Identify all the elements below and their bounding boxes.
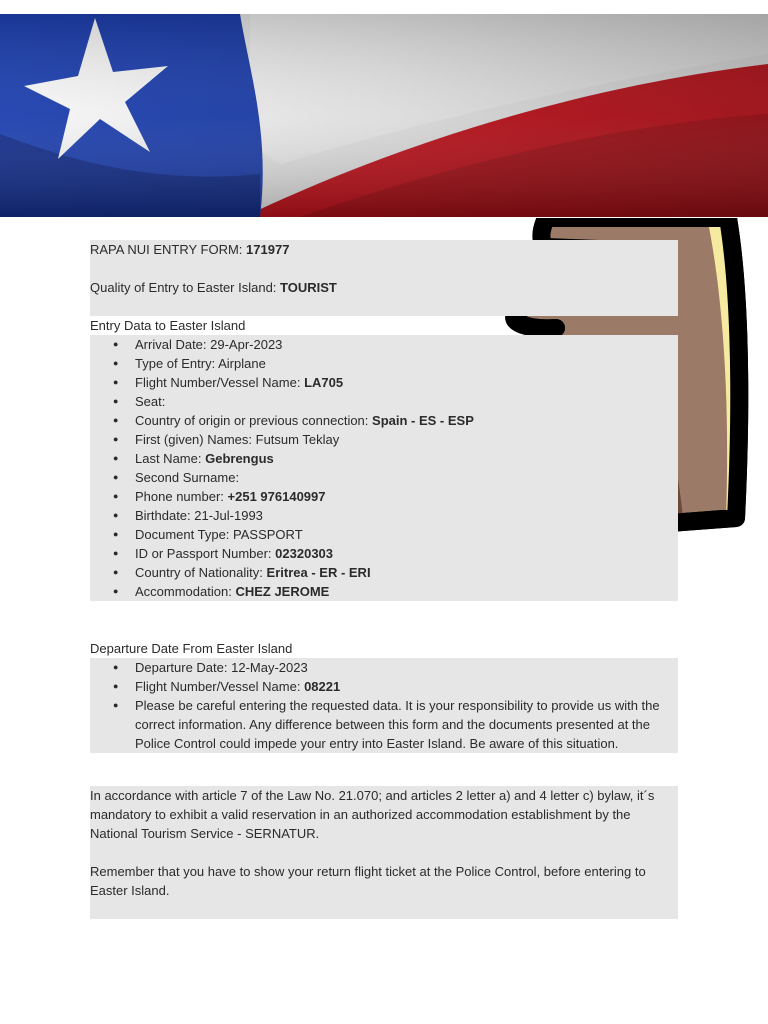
item-label: Document Type: PASSPORT (135, 527, 303, 542)
item-label: Please be careful entering the requested data. It is your responsibility to provide us with the correct information. Any difference between this form and the documents presented at the Police Control could impede your entry into Easter Island. Be aware of this situation. (135, 698, 660, 751)
notice-paragraph-2: Remember that you have to show your return flight ticket at the Police Control, before entering to Easter Island. (90, 864, 646, 898)
chile-flag-banner (0, 14, 768, 217)
list-item (90, 677, 678, 696)
item-value: 02320303 (275, 546, 334, 561)
form-number: 171977 (246, 242, 290, 257)
list-item (90, 354, 678, 373)
list-item (90, 506, 678, 525)
departure-data-list (90, 658, 678, 753)
entry-data-list (90, 335, 678, 601)
list-item (90, 696, 678, 753)
form-header-section (90, 240, 678, 316)
list-item (90, 335, 678, 354)
departure-heading: Departure Date From Easter Island (90, 641, 293, 656)
item-label: Type of Entry: Airplane (135, 356, 266, 371)
entry-heading: Entry Data to Easter Island (90, 318, 246, 333)
list-item (90, 392, 678, 411)
item-label: Phone number: (135, 489, 224, 504)
notice-paragraph-1: In accordance with article 7 of the Law No. 21.070; and articles 2 letter a) and 4 letter c) bylaw, it´s mandatory to exhibit a valid reservation in an authorized accommodation establishment by the National Tourism Service - SERNATUR. (90, 788, 655, 841)
item-label: Arrival Date: 29-Apr-2023 (135, 337, 283, 352)
quality-of-entry (90, 278, 678, 297)
list-item (90, 563, 678, 582)
item-value: Eritrea - ER - ERI (266, 565, 371, 580)
item-label: Second Surname: (135, 470, 240, 485)
item-label: Accommodation: (135, 584, 232, 599)
item-label: First (given) Names: Futsum Teklay (135, 432, 340, 447)
list-item (90, 468, 678, 487)
list-item (90, 449, 678, 468)
list-item (90, 487, 678, 506)
item-value: Gebrengus (205, 451, 274, 466)
list-item (90, 525, 678, 544)
form-title (90, 240, 678, 259)
item-value: LA705 (304, 375, 344, 390)
notice-section (90, 786, 678, 919)
item-label: Seat: (135, 394, 166, 409)
form-title-label: RAPA NUI ENTRY FORM: (90, 242, 243, 257)
item-label: Flight Number/Vessel Name: (135, 679, 301, 694)
item-value: +251 976140997 (227, 489, 326, 504)
item-label: ID or Passport Number: (135, 546, 272, 561)
quality-value: TOURIST (280, 280, 337, 295)
item-label: Country of Nationality: (135, 565, 263, 580)
entry-form-document (90, 240, 678, 919)
list-item (90, 582, 678, 601)
item-label: Birthdate: 21-Jul-1993 (135, 508, 263, 523)
list-item (90, 411, 678, 430)
item-label: Departure Date: 12-May-2023 (135, 660, 308, 675)
list-item (90, 658, 678, 677)
item-label: Last Name: (135, 451, 202, 466)
list-item (90, 544, 678, 563)
item-label: Country of origin or previous connection: (135, 413, 369, 428)
item-value: Spain - ES - ESP (372, 413, 474, 428)
list-item (90, 430, 678, 449)
item-label: Flight Number/Vessel Name: (135, 375, 301, 390)
list-item (90, 373, 678, 392)
quality-label: Quality of Entry to Easter Island: (90, 280, 277, 295)
item-value: 08221 (304, 679, 341, 694)
item-value: CHEZ JEROME (235, 584, 330, 599)
